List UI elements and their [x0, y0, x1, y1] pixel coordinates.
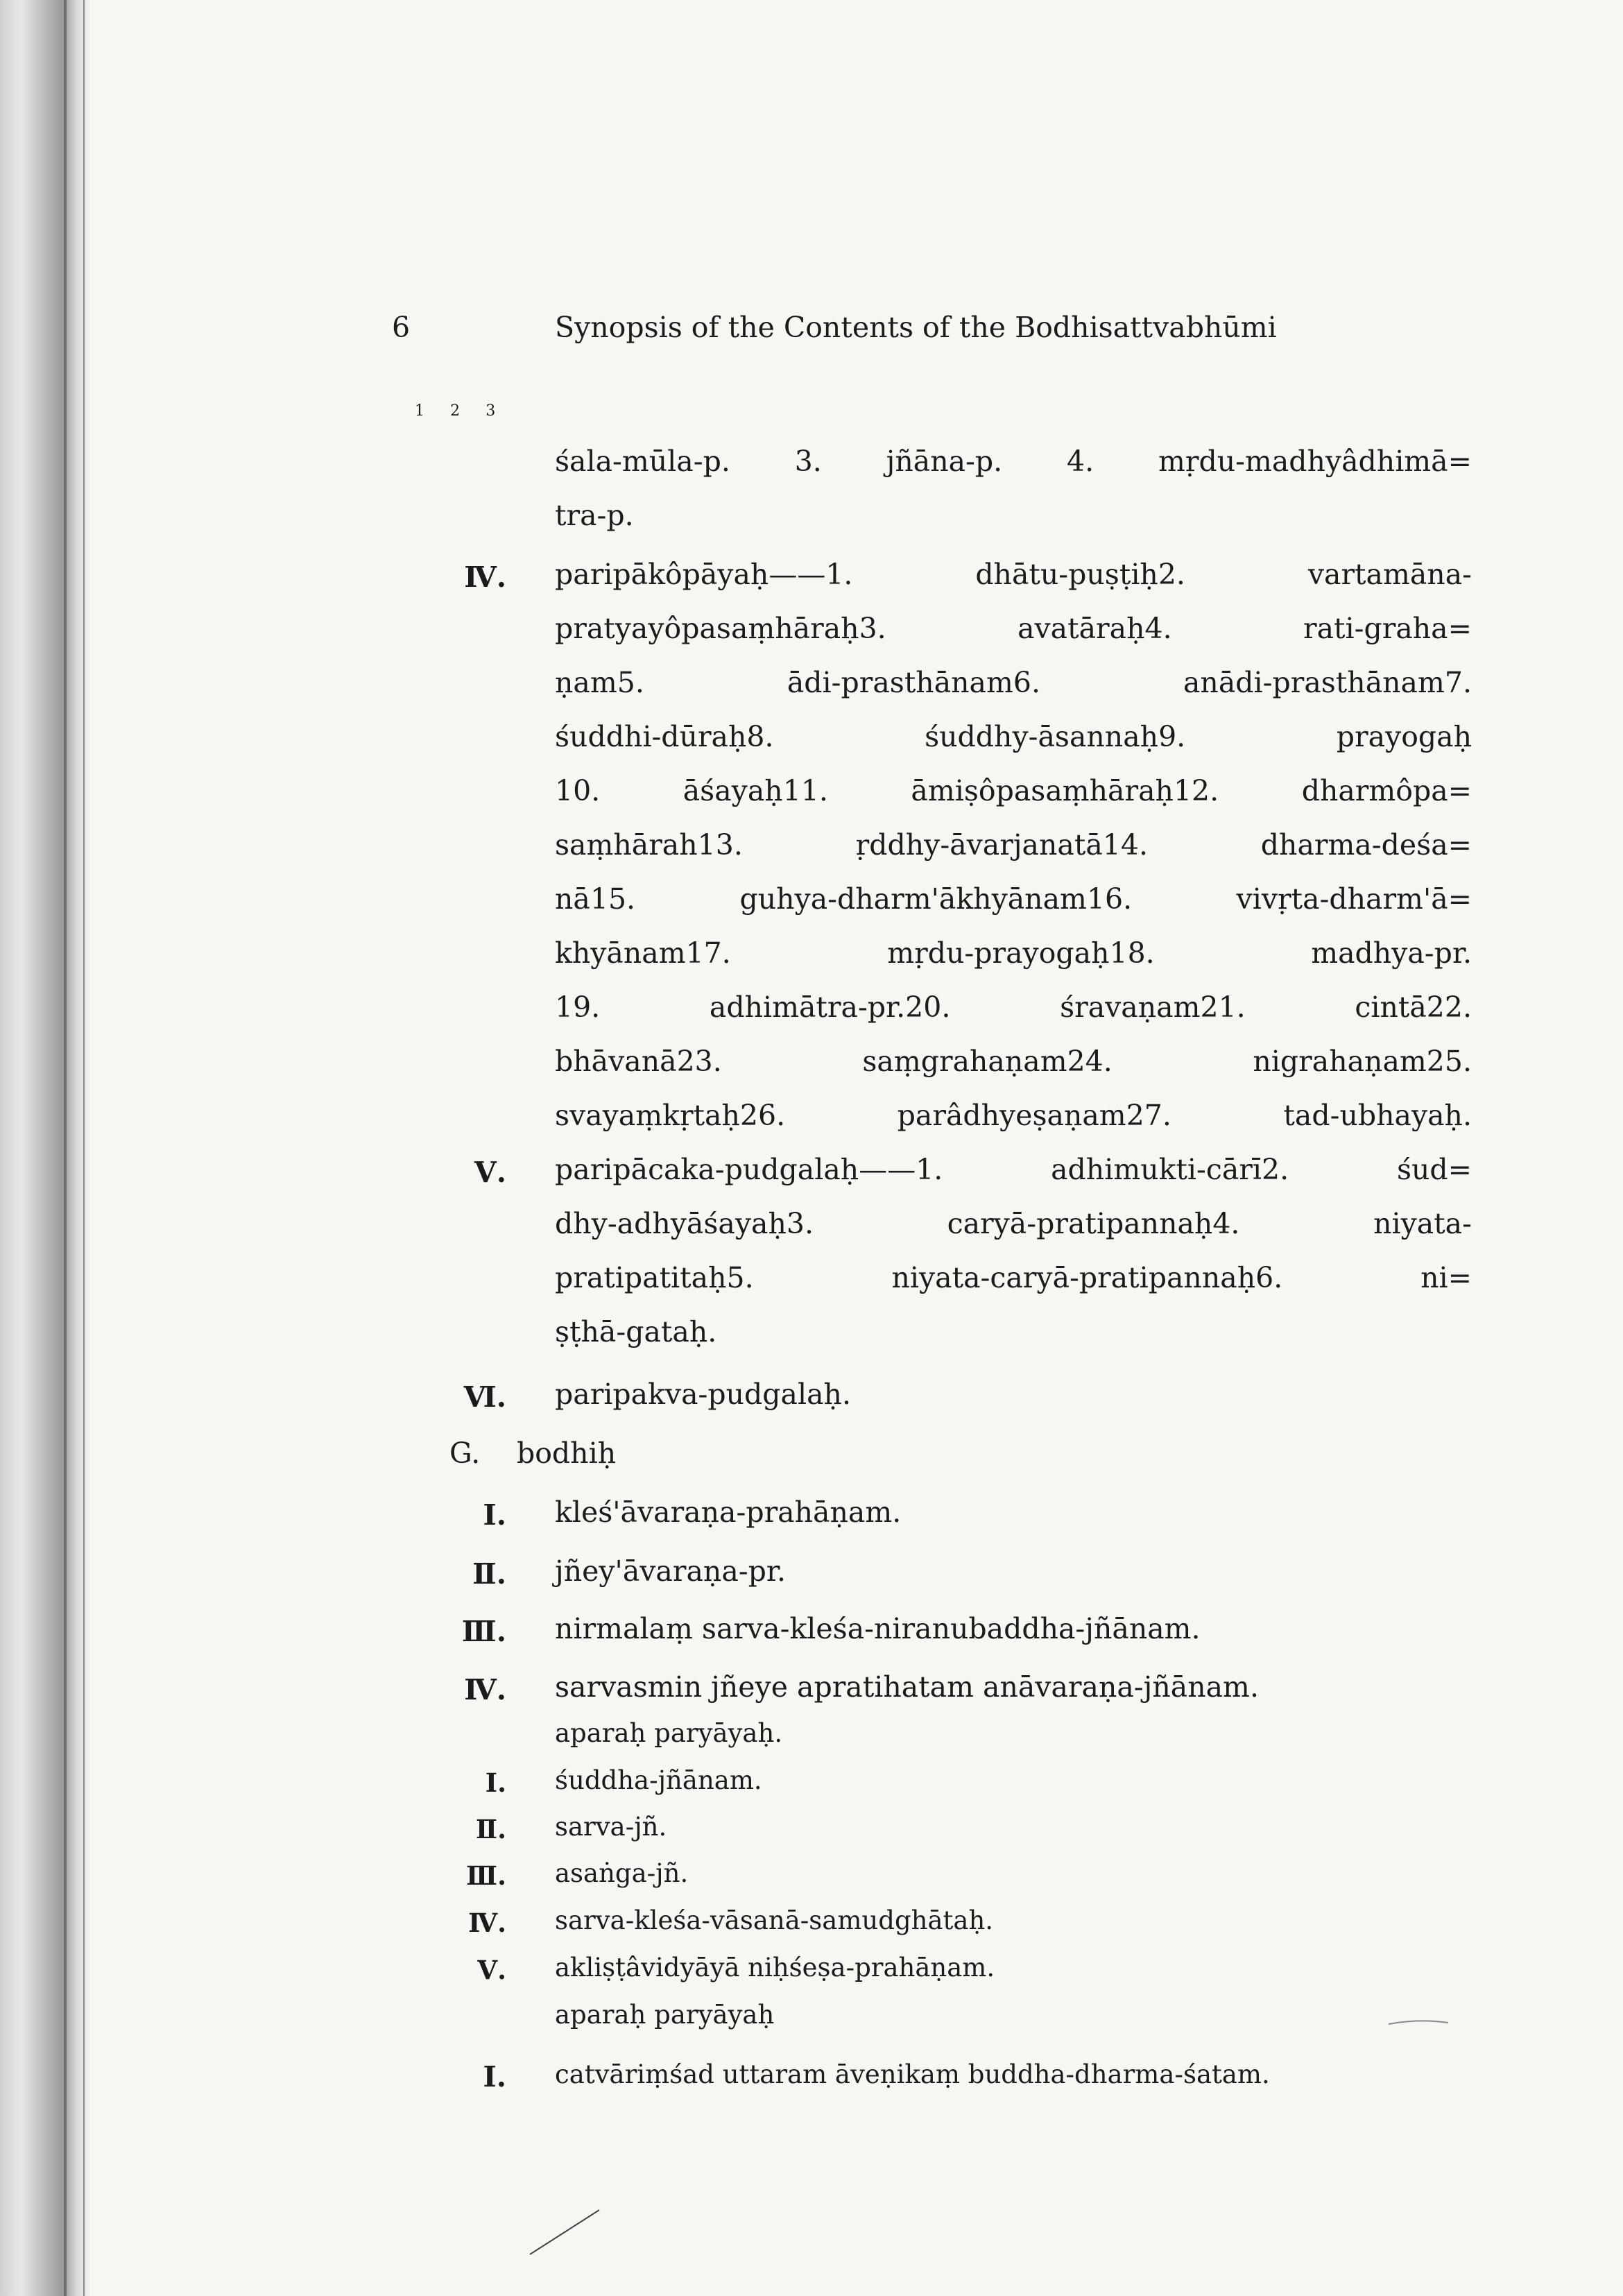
section-g-title: bodhiḥ — [517, 1437, 617, 1470]
alt-item-text: akliṣṭâvidyāyā niḥśeṣa-prahāṇam. — [555, 1953, 995, 1982]
section-v-line: paripācaka-pudgalaḥ——1. adhimukti-cārī2. śud= — [555, 1153, 1472, 1186]
g-item-text: nirmalaṃ sarva-kleśa-niranubaddha-jñānam. — [555, 1612, 1201, 1645]
running-title: Synopsis of the Contents of the Bodhisattvabhūmi — [555, 311, 1277, 344]
section-v-line: dhy-adhyāśayaḥ3. caryā-pratipannaḥ4. niyata- — [555, 1207, 1472, 1240]
binding-shadow — [83, 0, 85, 2296]
section-iv-line: saṃhārah13. ṛddhy-āvarjanatā14. dharma-deśa= — [555, 828, 1472, 862]
section-iv-line: bhāvanā23. saṃgrahaṇam24. nigrahaṇam25. — [555, 1045, 1472, 1078]
alt-item-numeral: Ⅰ. — [485, 1767, 506, 1798]
alt-item-text: catvāriṃśad uttaram āveṇikaṃ buddha-dharma-śatam. — [555, 2059, 1270, 2089]
section-iv-line: svayaṃkṛtaḥ26. parâdhyeṣaṇam27. tad-ubhayaḥ. — [555, 1099, 1472, 1132]
pencil-mark — [1387, 2019, 1450, 2027]
alt-item-numeral: Ⅳ. — [468, 1908, 506, 1938]
section-iv-line: 10. āśayaḥ11. āmiṣôpasaṃhāraḥ12. dharmôpa= — [555, 774, 1472, 807]
section-v-numeral: Ⅴ. — [474, 1156, 506, 1189]
section-iv-line: pratyayôpasaṃhāraḥ3. avatāraḥ4. rati-graha= — [555, 612, 1472, 645]
g-item-numeral: Ⅰ. — [483, 1498, 506, 1532]
g-item-numeral: Ⅲ. — [461, 1615, 506, 1648]
column-marker: 2 — [450, 402, 461, 420]
column-marker: 3 — [486, 402, 496, 420]
g-item-text: jñey'āvaraṇa-pr. — [555, 1554, 786, 1588]
scanned-book-edge — [0, 0, 90, 2296]
binding-shadow — [64, 0, 67, 2296]
alt-item-text: sarva-kleśa-vāsanā-samudghātaḥ. — [555, 1905, 994, 1935]
alt-item-numeral: Ⅲ. — [466, 1860, 506, 1891]
alt-item-numeral: Ⅰ. — [483, 2060, 506, 2093]
alt-item-numeral: Ⅴ. — [477, 1955, 506, 1985]
section-g-label: G. — [449, 1437, 481, 1470]
section-iv-line: śuddhi-dūraḥ8. śuddhy-āsannaḥ9. prayogaḥ — [555, 720, 1472, 753]
section-iv-line: nā15. guhya-dharm'ākhyānam16. vivṛta-dharm'ā= — [555, 882, 1472, 916]
g-item-text: sarvasmin jñeye apratihatam anāvaraṇa-jñānam. — [555, 1670, 1259, 1704]
column-marker: 1 — [415, 402, 424, 420]
alt-item-text: śuddha-jñānam. — [555, 1765, 762, 1795]
alt-item-text: sarva-jñ. — [555, 1812, 667, 1842]
section-vi-numeral: Ⅵ. — [463, 1380, 506, 1414]
page-number: 6 — [392, 311, 411, 344]
alt-item-numeral: Ⅱ. — [475, 1814, 506, 1844]
g-item-numeral: Ⅳ. — [464, 1673, 506, 1706]
section-iv-line: paripākôpāyaḥ——1. dhātu-puṣṭiḥ2. vartamāna- — [555, 558, 1472, 591]
section-iv-line: khyānam17. mṛdu-prayogaḥ18. madhya-pr. — [555, 936, 1472, 970]
section-vi-text: paripakva-pudgalaḥ. — [555, 1378, 851, 1411]
alt-item-text: asaṅga-jñ. — [555, 1858, 689, 1888]
alt-paryaya-heading: aparaḥ paryāyaḥ — [555, 2000, 775, 2030]
section-v-line: ṣṭhā-gataḥ. — [555, 1315, 717, 1348]
g-item-text: kleś'āvaraṇa-prahāṇam. — [555, 1496, 902, 1529]
section-iv-line: 19. adhimātra-pr.20. śravaṇam21. cintā22. — [555, 991, 1472, 1024]
alt-paryaya-heading: aparaḥ paryāyaḥ. — [555, 1718, 783, 1748]
section-v-line: pratipatitaḥ5. niyata-caryā-pratipannaḥ6. ni= — [555, 1261, 1472, 1294]
section-iii-line: śala-mūla-p. 3. jñāna-p. 4. mṛdu-madhyâdhimā= — [555, 445, 1472, 478]
column-markers — [415, 402, 517, 420]
section-iv-numeral: Ⅳ. — [464, 560, 506, 594]
section-iv-line: ṇam5. ādi-prasthānam6. anādi-prasthānam7. — [555, 666, 1472, 699]
g-item-numeral: Ⅱ. — [472, 1557, 506, 1591]
pencil-mark — [527, 2206, 603, 2258]
section-iii-line: tra-p. — [555, 499, 634, 532]
